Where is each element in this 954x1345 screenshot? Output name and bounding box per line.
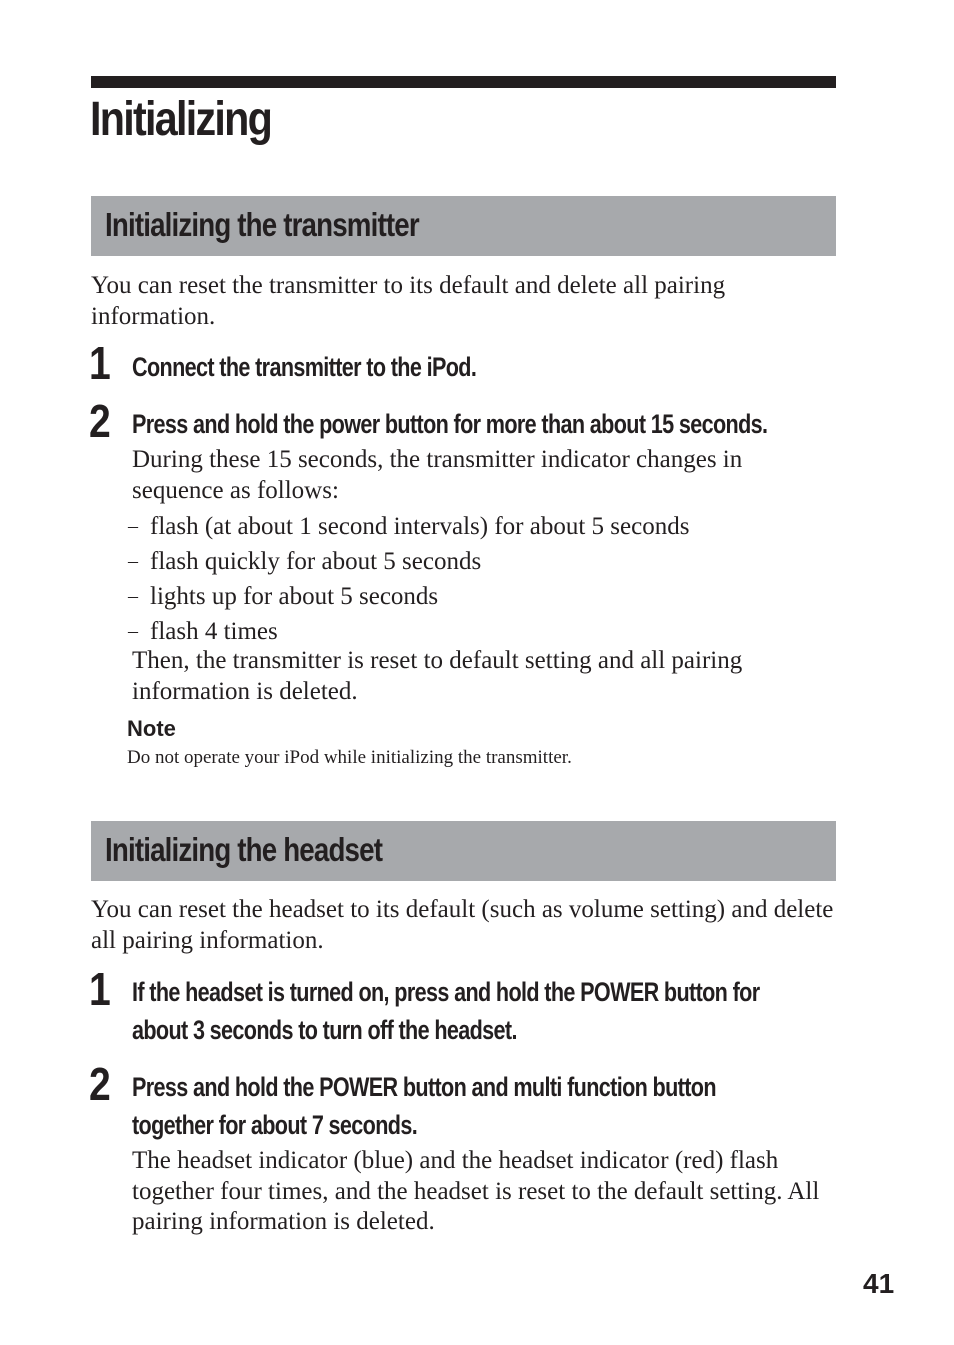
section-header-transmitter xyxy=(91,196,836,256)
section-heading: Initializing the transmitter xyxy=(105,206,419,243)
dash-icon: – xyxy=(128,515,138,537)
step-number: 1 xyxy=(89,337,111,389)
page-number: 41 xyxy=(863,1268,895,1299)
top-rule xyxy=(91,76,836,88)
step-title: Press and hold the power button for more than about 15 seconds. xyxy=(132,409,768,439)
transmitter-intro: You can reset the transmitter to its default and delete all pairing information. xyxy=(91,272,726,330)
note-heading: Note xyxy=(127,716,176,741)
step-title: Press and hold the POWER button and multi function button xyxy=(132,1072,716,1102)
page-title: Initializing xyxy=(90,93,272,146)
step-number: 1 xyxy=(89,963,111,1015)
list-item: – flash 4 times xyxy=(128,614,689,649)
note-text: Do not operate your iPod while initializing the transmitter. xyxy=(127,747,572,768)
step-title: Connect the transmitter to the iPod. xyxy=(132,352,477,382)
step-number: 2 xyxy=(89,1058,111,1110)
step-title-continued: about 3 seconds to turn off the headset. xyxy=(132,1015,517,1045)
dash-icon: – xyxy=(128,620,138,642)
step-body: During these 15 seconds, the transmitter indicator changes in sequence as follows: xyxy=(132,446,743,504)
step-result: Then, the transmitter is reset to default setting and all pairing information is deleted. xyxy=(132,647,743,705)
step-title-continued: together for about 7 seconds. xyxy=(132,1110,418,1140)
indicator-sequence-list xyxy=(128,509,689,649)
dash-icon: – xyxy=(128,585,138,607)
step-number: 2 xyxy=(89,395,111,447)
list-item: – lights up for about 5 seconds xyxy=(128,579,689,614)
dash-icon: – xyxy=(128,550,138,572)
section-heading: Initializing the headset xyxy=(105,831,383,868)
section-header-headset xyxy=(91,821,836,881)
list-item: – flash quickly for about 5 seconds xyxy=(128,544,689,579)
headset-intro: You can reset the headset to its default (such as volume setting) and delete all pairing information. xyxy=(91,896,834,954)
list-item: – flash (at about 1 second intervals) for about 5 seconds xyxy=(128,509,689,544)
step-title: If the headset is turned on, press and hold the POWER button for xyxy=(132,977,760,1007)
step-body: The headset indicator (blue) and the headset indicator (red) flash together four times, and the headset is reset to the default setting. All pairing information is deleted. xyxy=(132,1147,820,1235)
